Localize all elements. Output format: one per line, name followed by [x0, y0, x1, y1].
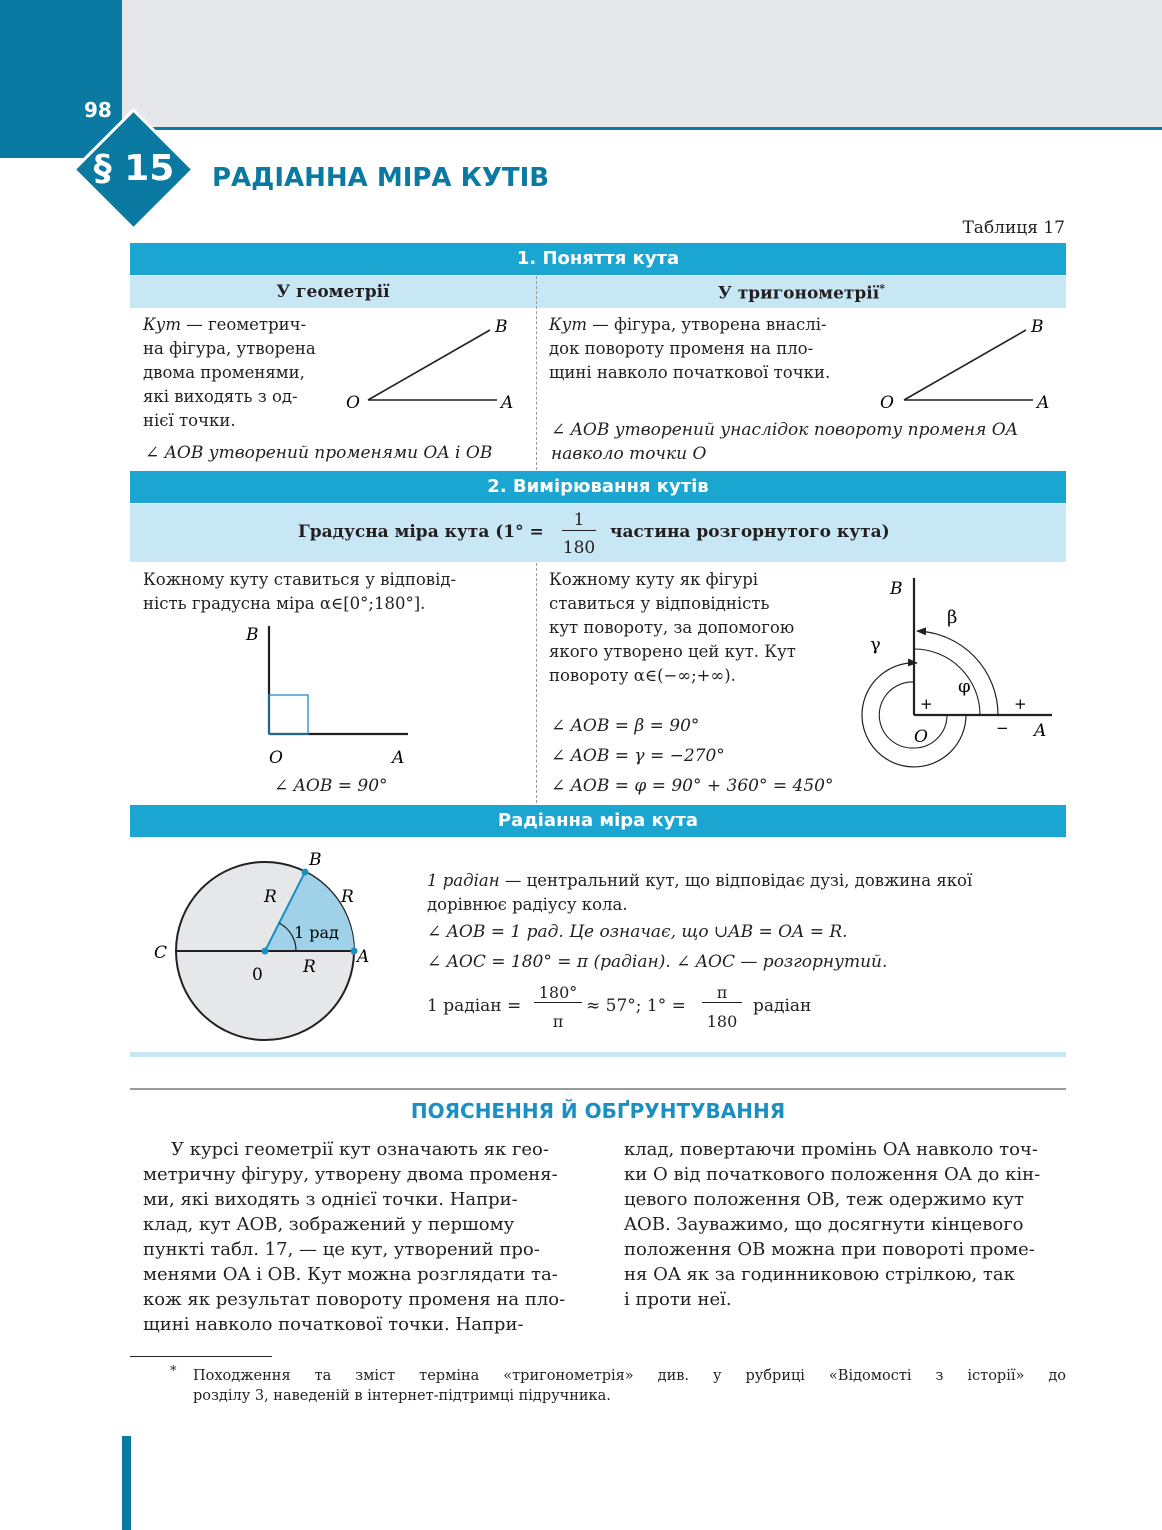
- geom-def-line: двома променями,: [143, 363, 305, 382]
- geom-def-term: Кут: [143, 315, 181, 334]
- top-bar: [0, 0, 1162, 128]
- label-beta: β: [947, 607, 958, 628]
- explanation-right-line: клад, повертаючи промінь OA навколо точ-: [624, 1139, 1038, 1160]
- section-1-band: 1. Поняття кута: [130, 243, 1066, 275]
- explanation-right-column: [624, 1137, 1066, 1312]
- label-b: B: [1031, 317, 1044, 337]
- geom-def-line: — геометрич-: [186, 315, 307, 334]
- rotation-angles-figure: [840, 570, 1062, 802]
- degree-definition-left: Градусна міра кута (1° =: [298, 522, 544, 542]
- rotation-line: ставиться у відповідність: [549, 594, 770, 613]
- footnote-text: [193, 1366, 1066, 1406]
- label-r-chord: R: [264, 887, 277, 907]
- label-r-arc: R: [341, 887, 354, 907]
- explanation-left-line: щині навколо початкової точки. Напри-: [143, 1314, 524, 1335]
- label-b: B: [890, 579, 903, 599]
- label-a: A: [392, 748, 405, 768]
- label-o: O: [346, 393, 360, 413]
- section-number: § 15: [93, 148, 175, 189]
- explanation-right-line: положення OB можна при повороті проме-: [624, 1239, 1035, 1260]
- radian-def-line2: дорівнює радіусу кола.: [427, 895, 628, 914]
- trig-def-line: док повороту променя на пло-: [549, 339, 814, 358]
- geom-def-line: на фігура, утворена: [143, 339, 316, 358]
- degree-left-line: ність градусна міра α∈[0°;180°].: [143, 594, 426, 613]
- table-label: Таблиця 17: [962, 218, 1065, 238]
- label-r-radius: R: [303, 957, 316, 977]
- explanation-right-line: цевого положення OB, теж одержимо кут: [624, 1189, 1024, 1210]
- explanation-left-column: [143, 1137, 573, 1337]
- page-side-bar: [0, 0, 122, 158]
- trig-header: У тригонометрії: [718, 283, 880, 304]
- explanation-left-line: У курсі геометрії кут означають як гео-: [171, 1139, 549, 1160]
- page-title: РАДІАННА МІРА КУТІВ: [212, 163, 550, 193]
- rotation-eq-phi: ∠ AOB = φ = 90° + 360° = 450°: [551, 776, 834, 796]
- label-plus-outer: +: [1014, 695, 1027, 713]
- rotation-line: якого утворено цей кут. Кут: [549, 642, 796, 661]
- radian-frac1-num: 180°: [534, 983, 582, 1003]
- footnote-rule: [130, 1356, 272, 1357]
- angle-figure-geometry: [340, 312, 530, 416]
- explanation-left-line: клад, кут AOB, зображений у першому: [143, 1214, 515, 1235]
- explanation-right-line: ки O від початкового положення OA до кін-: [624, 1164, 1041, 1185]
- table-bottom-rule: [130, 1052, 1066, 1057]
- degree-left-line: Кожному куту ставиться у відповід-: [143, 570, 457, 589]
- footnote-line: Походження та зміст терміна «тригонометрія» див. у рубриці «Відомості з історії» до: [193, 1368, 1066, 1384]
- label-gamma: γ: [870, 634, 881, 655]
- footnote-line: розділу 3, наведеній в інтернет-підтримці підручника.: [193, 1388, 611, 1404]
- radian-line-aob: ∠ AOB = 1 рад. Це означає, що ∪AB = OA = R.: [427, 922, 848, 942]
- column-divider-1: [536, 276, 537, 470]
- explanation-left-line: менями OA і OB. Кут можна розглядати та-: [143, 1264, 558, 1285]
- radian-definition: [427, 869, 1055, 917]
- trig-definition: [549, 313, 867, 385]
- radian-circle-figure: [148, 846, 388, 1046]
- rotation-eq-beta: ∠ AOB = β = 90°: [551, 716, 700, 736]
- explanation-right-line: ня OA як за годинниковою стрілкою, так: [624, 1264, 1015, 1285]
- label-o: O: [914, 727, 928, 747]
- explanation-heading: ПОЯСНЕННЯ Й ОБҐРУНТУВАННЯ: [410, 1099, 786, 1123]
- trig-caption-1: ∠ AOB утворений унаслідок повороту променя OA: [551, 420, 1018, 440]
- explanation-right-line: AOB. Зауважимо, що досягнути кінцевого: [624, 1214, 1024, 1235]
- label-o: O: [880, 393, 894, 413]
- geom-header: У геометрії: [276, 282, 390, 302]
- trig-caption-2: навколо точки O: [551, 444, 707, 464]
- label-b: B: [309, 850, 322, 870]
- trig-def-line: щині навколо початкової точки.: [549, 363, 831, 382]
- label-a: A: [1034, 721, 1047, 741]
- trig-def-line: — фігура, утворена внаслі-: [592, 315, 827, 334]
- explanation-right-line: і проти неї.: [624, 1289, 732, 1310]
- rotation-line: повороту α∈(−∞;+∞).: [549, 666, 736, 685]
- geom-def-line: які виходять з од-: [143, 387, 298, 406]
- radian-formula-mid: ≈ 57°; 1° =: [586, 996, 686, 1016]
- geom-definition: [143, 313, 339, 433]
- geom-def-line: нієї точки.: [143, 411, 236, 430]
- label-a: A: [1037, 393, 1050, 413]
- right-angle-figure: [240, 620, 420, 770]
- radian-def-term: 1 радіан: [427, 871, 500, 890]
- explanation-rule: [130, 1088, 1066, 1090]
- label-zero: 0: [252, 965, 263, 985]
- footnote-mark: *: [170, 1364, 177, 1379]
- explanation-left-line: кож як результат повороту променя на пло-: [143, 1289, 566, 1310]
- label-phi: φ: [958, 676, 971, 697]
- bottom-side-bar: [122, 1436, 131, 1530]
- trig-footnote-mark: *: [879, 282, 885, 295]
- label-one-rad: 1 рад: [294, 923, 339, 942]
- section-2-band: 2. Вимірювання кутів: [130, 471, 1066, 503]
- label-b: B: [495, 317, 508, 337]
- label-plus-inner: +: [920, 695, 933, 713]
- degree-definition-right: частина розгорнутого кута): [610, 522, 890, 542]
- radian-line-aoc: ∠ AOC = 180° = π (радіан). ∠ AOC — розгорнутий.: [427, 952, 888, 972]
- angle-figure-trigonometry: [876, 312, 1066, 416]
- label-b: B: [246, 625, 259, 645]
- explanation-left-line: пункті табл. 17, — це кут, утворений про-: [143, 1239, 540, 1260]
- degree-left-text: [143, 568, 527, 616]
- page-number: 98: [84, 98, 112, 122]
- radian-frac1-den: π: [552, 1012, 564, 1031]
- trig-def-term: Кут: [549, 315, 587, 334]
- radian-formula-lead: 1 радіан =: [427, 996, 522, 1016]
- radian-frac2-num: π: [702, 983, 742, 1003]
- rotation-eq-gamma: ∠ AOB = γ = −270°: [551, 746, 725, 766]
- label-a: A: [357, 947, 370, 967]
- radian-frac2-den: 180: [706, 1012, 738, 1031]
- right-angle-caption: ∠ AOB = 90°: [274, 776, 388, 796]
- explanation-left-line: метричну фігуру, утворену двома променя-: [143, 1164, 558, 1185]
- label-o: O: [269, 748, 283, 768]
- label-minus: −: [996, 719, 1009, 737]
- degree-frac-num: 1: [562, 510, 596, 531]
- label-a: A: [501, 393, 514, 413]
- trig-header-wrap: [537, 282, 1066, 304]
- rotation-text: [549, 568, 829, 688]
- geom-caption: ∠ AOB утворений променями OA і OB: [145, 443, 493, 463]
- header-rule: [122, 127, 1162, 130]
- explanation-left-line: ми, які виходять з однієї точки. Напри-: [143, 1189, 518, 1210]
- rotation-line: кут повороту, за допомогою: [549, 618, 795, 637]
- radian-def-rest: — центральний кут, що відповідає дузі, довжина якої: [504, 871, 973, 890]
- degree-frac-den: 180: [562, 538, 596, 558]
- label-c: C: [154, 943, 168, 963]
- column-divider-2: [536, 563, 537, 803]
- section-3-band: Радіанна міра кута: [130, 805, 1066, 837]
- rotation-line: Кожному куту як фігурі: [549, 570, 759, 589]
- radian-formula-tail: радіан: [753, 996, 812, 1016]
